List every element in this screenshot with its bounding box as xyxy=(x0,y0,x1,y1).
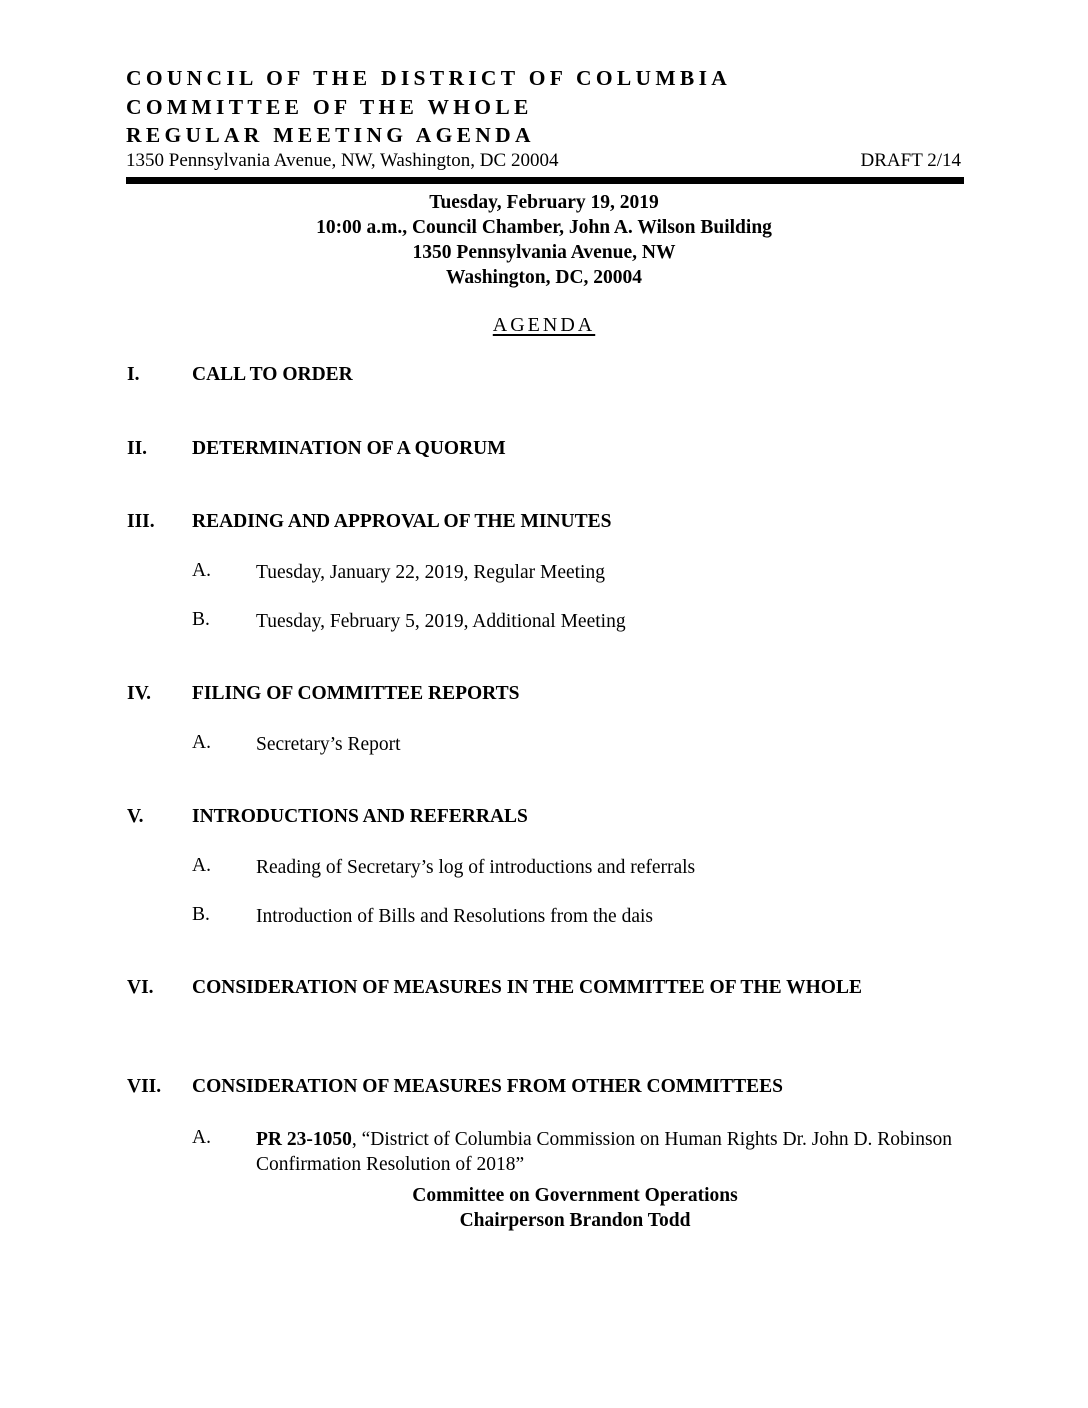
draft-label: DRAFT 2/14 xyxy=(860,150,961,171)
item-text: Secretary’s Report xyxy=(256,734,401,755)
section-title: CONSIDERATION OF MEASURES FROM OTHER COMMITTEES xyxy=(192,1076,784,1097)
header-council-name: COUNCIL OF THE DISTRICT OF COLUMBIA xyxy=(126,66,732,90)
section-number: I. xyxy=(127,364,140,385)
measure-title: , “District of Columbia Commission on Human Rights Dr. John D. Robinson Confirmation Resolution of 2018” xyxy=(256,1129,953,1175)
header-rule xyxy=(126,177,964,184)
section-number: II. xyxy=(127,438,148,459)
header-committee-name: COMMITTEE OF THE WHOLE xyxy=(126,95,533,119)
item-letter: A. xyxy=(192,1127,211,1148)
item-text: Tuesday, January 22, 2019, Regular Meeting xyxy=(256,562,605,583)
meeting-city: Washington, DC, 20004 xyxy=(445,267,643,288)
section-title: DETERMINATION OF A QUORUM xyxy=(192,438,506,459)
section-number: V. xyxy=(127,806,144,827)
item-text: Tuesday, February 5, 2019, Additional Meeting xyxy=(256,611,626,632)
item-text: Introduction of Bills and Resolutions from the dais xyxy=(256,906,653,927)
header-agenda-type: REGULAR MEETING AGENDA xyxy=(126,123,535,147)
section-number: IV. xyxy=(127,683,152,704)
item-letter: A. xyxy=(192,560,211,581)
header-address: 1350 Pennsylvania Avenue, NW, Washington, DC 20004 xyxy=(126,150,559,171)
agenda-title: AGENDA xyxy=(492,314,596,336)
committee-chair: Chairperson Brandon Todd xyxy=(459,1210,691,1231)
item-letter: A. xyxy=(192,732,211,753)
committee-name: Committee on Government Operations xyxy=(412,1185,738,1206)
item-letter: A. xyxy=(192,855,211,876)
section-title: FILING OF COMMITTEE REPORTS xyxy=(192,683,520,704)
section-number: III. xyxy=(127,511,155,532)
section-title: INTRODUCTIONS AND REFERRALS xyxy=(192,806,528,827)
bill-number: PR 23-1050 xyxy=(256,1129,352,1150)
meeting-street: 1350 Pennsylvania Avenue, NW xyxy=(412,242,676,263)
meeting-time-location: 10:00 a.m., Council Chamber, John A. Wilson Building xyxy=(316,217,772,238)
item-text: Reading of Secretary’s log of introductions and referrals xyxy=(256,857,696,878)
section-title: CALL TO ORDER xyxy=(192,364,353,385)
section-title: READING AND APPROVAL OF THE MINUTES xyxy=(192,511,612,532)
item-letter: B. xyxy=(192,609,210,630)
section-number: VI. xyxy=(127,977,154,998)
measure-description xyxy=(256,1127,956,1177)
item-letter: B. xyxy=(192,904,210,925)
section-title: CONSIDERATION OF MEASURES IN THE COMMITTEE OF THE WHOLE xyxy=(192,977,862,998)
section-number: VII. xyxy=(127,1076,162,1097)
meeting-date: Tuesday, February 19, 2019 xyxy=(429,192,659,213)
